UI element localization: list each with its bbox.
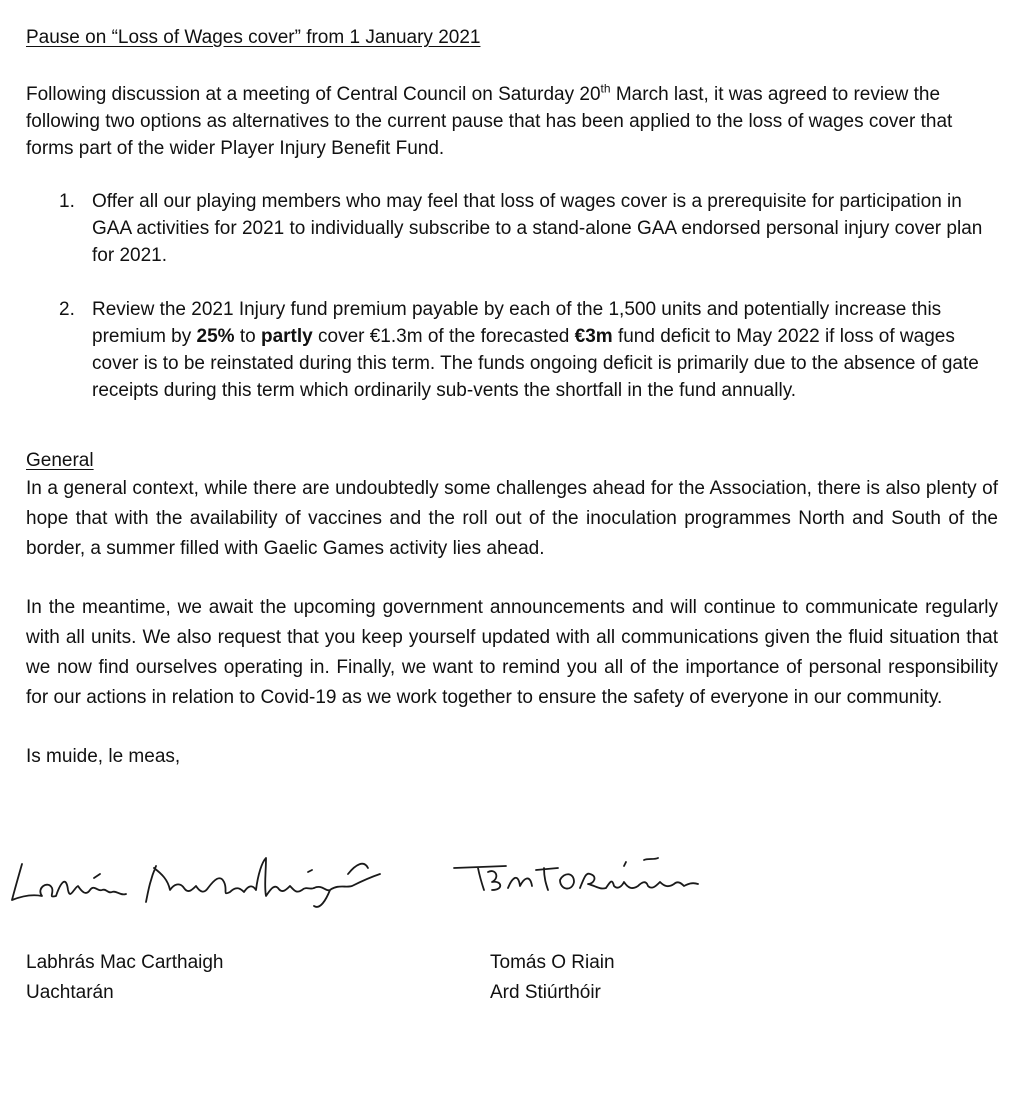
list-item [26,296,998,404]
bold-percentage: 25% [196,326,235,347]
bold-deficit: €3m [574,326,613,347]
general-paragraph-1: In a general context, while there are undoubtedly some challenges ahead for the Association, there is also plenty of hope that with the availability of vaccines and the roll out of the inoculation programmes North and South of the border, a summer filled with Gaelic Games activity lies ahead. [26,478,998,559]
intro-paragraph [26,81,998,162]
signature-right-image [448,838,788,894]
list-item-text: Offer all our playing members who may feel that loss of wages cover is a prerequisite for participation in GAA activities for 2021 to individually subscribe to a stand-alone GAA endorsed personal injury cover plan for 2021. [92,191,983,266]
signatory-name: Tomás O Riain [490,952,615,973]
list-item-text-a: Review the 2021 Injury fund premium payable by each of the 1,500 units and potentially increase this premium by [92,299,942,347]
list-item-text-c: cover €1.3m of the forecasted [312,326,575,347]
list-item-text-d: fund deficit to May 2022 if loss of wages cover is to be reinstated during this term. The funds ongoing deficit is primarily due to the absence of gate receipts during this term which ordinarily sub-vents the shortfall in the fund annually. [92,326,979,401]
intro-text-start: Following discussion at a meeting of Central Council on Saturday 20 [26,84,601,105]
signature-left-image [8,844,398,908]
list-item [26,188,998,269]
signatory-right [490,948,615,1008]
general-heading: General [26,450,94,471]
signatory-title: Ard Stiúrthóir [490,982,601,1003]
bold-partly: partly [260,326,313,347]
list-item-text-b: to [234,326,261,347]
intro-superscript: th [600,81,611,96]
closing-line: Is muide, le meas, [26,746,181,767]
list-item-number: 2. [59,299,75,320]
signatures [0,838,1028,918]
section-title: Pause on “Loss of Wages cover” from 1 January 2021 [26,27,481,48]
options-list [26,188,998,404]
signatory-title: Uachtarán [26,982,114,1003]
intro-text-end: March last, it was agreed to review the following two options as alternatives to the current pause that has been applied to the loss of wages cover that forms part of the wider Player Injury Benefit Fund. [26,84,953,159]
signatory-left [26,948,224,1008]
general-paragraph-2: In the meantime, we await the upcoming government announcements and will continue to communicate regularly with all units. We also request that you keep yourself updated with all communications given the fluid situation that we now find ourselves operating in. Finally, we want to remind you all of the importance of personal responsibility for our actions in relation to Covid-19 as we work together to ensure the safety of everyone in our community. [26,597,998,708]
letter-body [26,24,998,770]
list-item-number: 1. [59,191,75,212]
signatory-name: Labhrás Mac Carthaigh [26,952,224,973]
